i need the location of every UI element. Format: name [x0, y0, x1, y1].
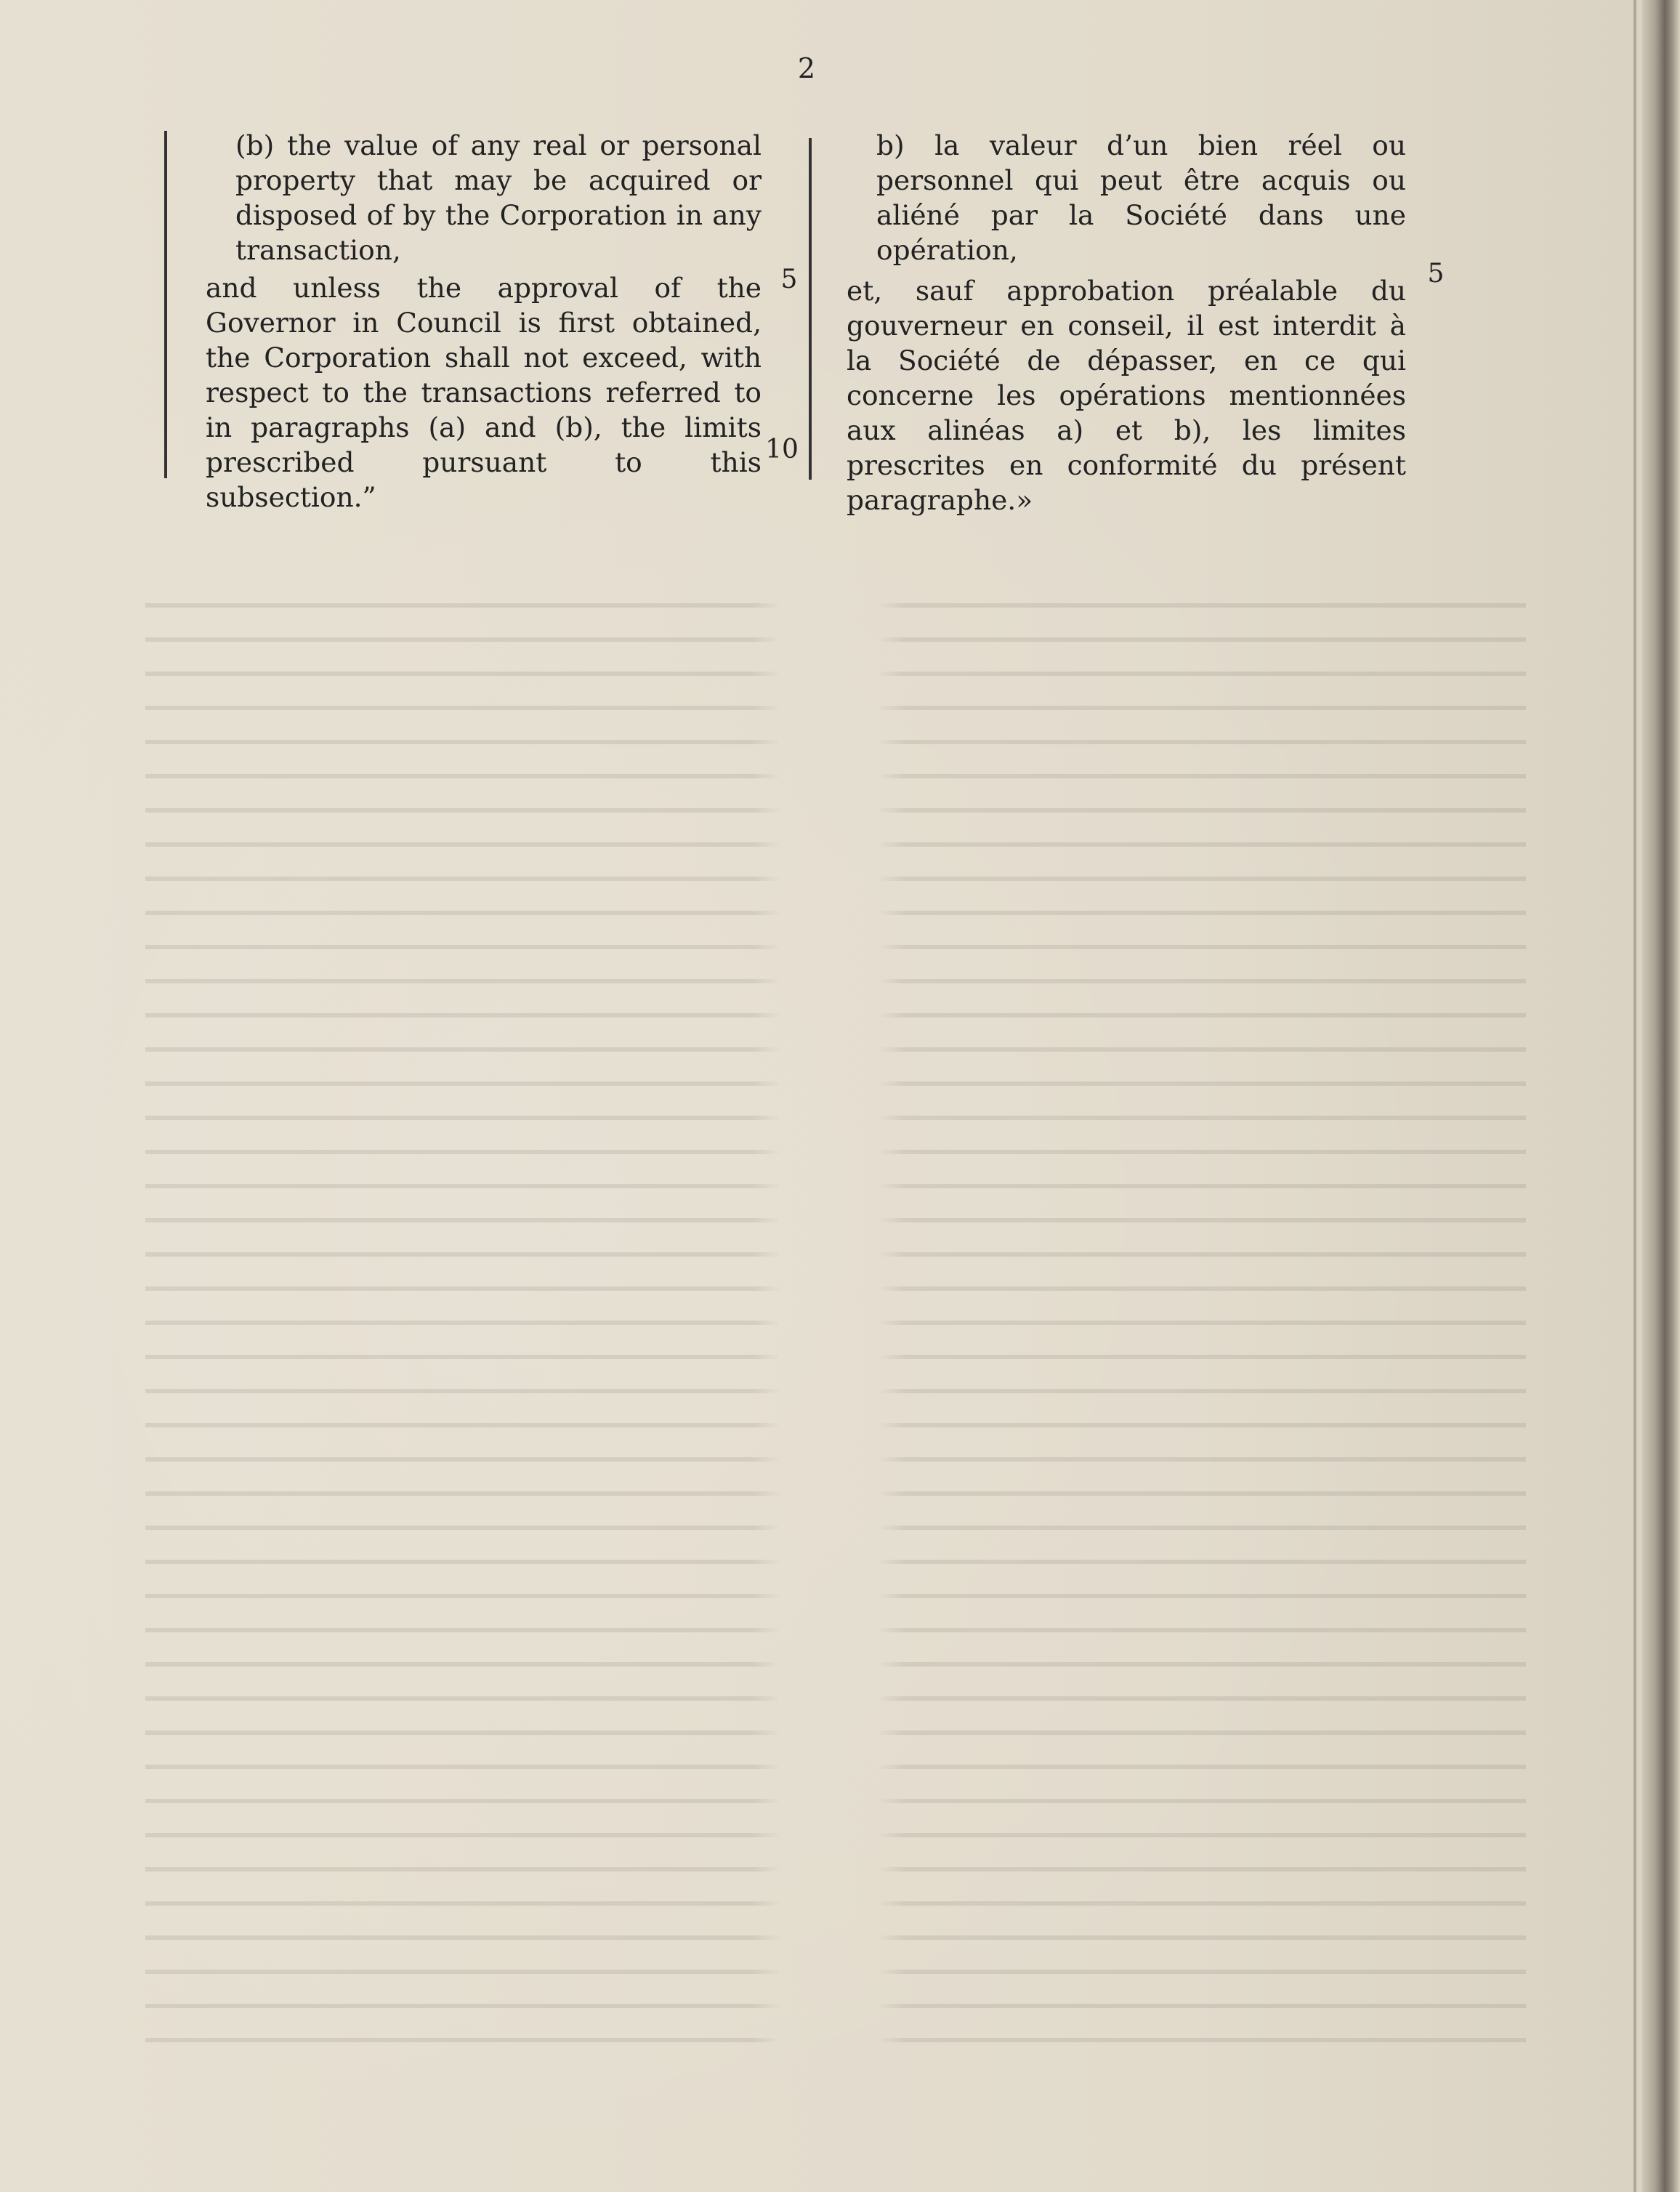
french-line-number-5: 5 — [1427, 259, 1445, 289]
english-paragraph-b: (b) the value of any real or personal property that may be acquired or disposed of by the Corporation in any transaction, — [235, 129, 762, 266]
french-closing-clause: et, sauf approbation préalable du gouverneur en conseil, il est interdit à la Société de dépasser, en ce qui concerne les opérations mentionnées aux alinéas a) et b), les limites prescrites en conformité du présent paragraphe.» — [847, 275, 1406, 516]
bleed-through-texture — [145, 603, 1526, 2057]
english-line-number-10: 10 — [765, 435, 799, 464]
margin-rule-left — [164, 131, 167, 478]
page-number: 2 — [797, 52, 816, 84]
english-column — [206, 128, 762, 515]
french-column — [847, 128, 1406, 517]
margin-rule-middle — [809, 138, 812, 480]
english-closing-clause: and unless the approval of the Governor in Council is first obtained, the Corporation shall not exceed, with respect to the transactions referred to in paragraphs (a) and (b), the limits prescribed pursuant to this subsection.” — [206, 272, 762, 513]
page-fold-line — [1633, 0, 1636, 2192]
english-line-number-5: 5 — [780, 265, 798, 294]
french-paragraph-b: b) la valeur d’un bien réel ou personnel qui peut être acquis ou aliéné par la Société dans une opération, — [876, 129, 1406, 266]
page-binding-edge — [1642, 0, 1680, 2192]
